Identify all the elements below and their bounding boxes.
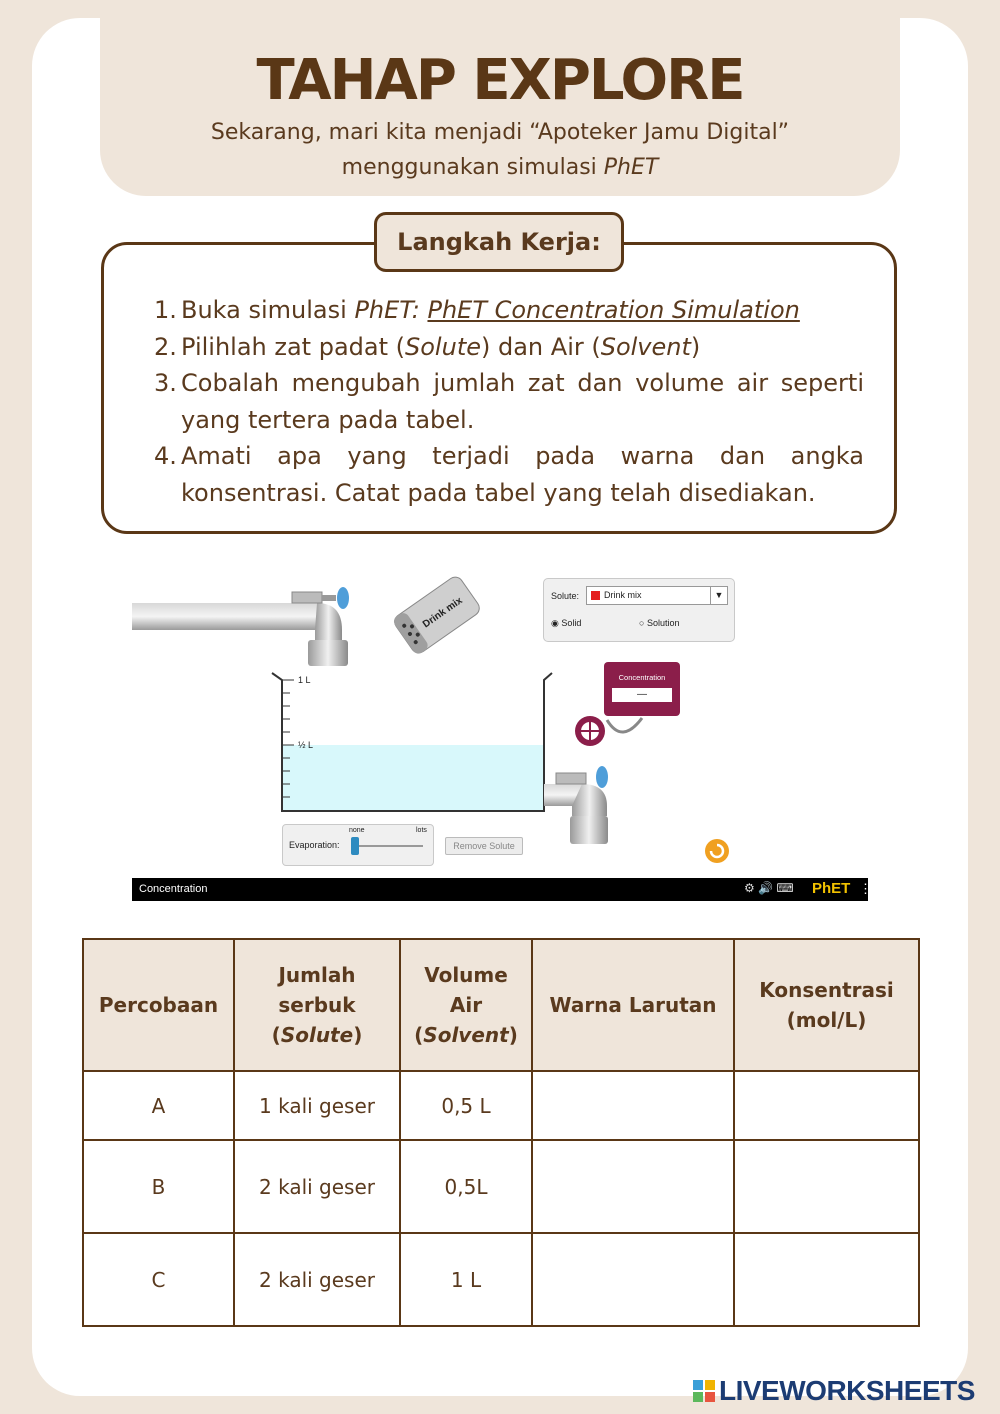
- evaporation-label: Evaporation:: [289, 840, 340, 850]
- cell-warna-input[interactable]: [532, 1071, 734, 1140]
- drain-faucet-icon[interactable]: [544, 766, 608, 844]
- cell-volume: 0,5L: [400, 1140, 532, 1233]
- cell-volume: 1 L: [400, 1233, 532, 1326]
- liveworksheets-icon: [693, 1380, 715, 1402]
- step-item: 2. Pilihlah zat padat (Solute) dan Air (Solvent): [154, 332, 701, 361]
- evaporation-slider-thumb[interactable]: [351, 837, 359, 855]
- menu-icon[interactable]: ⋮: [859, 881, 872, 896]
- step-item: 4. Amati apa yang terjadi pada warna dan angka konsentrasi. Catat pada tabel yang telah disediakan.: [154, 442, 864, 507]
- solute-dropdown[interactable]: [586, 586, 728, 605]
- table-header-row: [83, 939, 919, 1071]
- simulation-scene: [132, 570, 868, 878]
- drink-mix-swatch: [591, 591, 600, 600]
- drink-mix-shaker-icon[interactable]: [392, 574, 483, 656]
- solute-label: Solute:: [551, 591, 580, 601]
- navbar-title: Concentration: [139, 883, 208, 895]
- steps-label: Langkah Kerja:: [374, 212, 624, 272]
- liveworksheets-logo[interactable]: LIVEWORKSHEETS: [693, 1375, 975, 1407]
- beaker-label-1l: 1 L: [298, 675, 311, 685]
- cell-jumlah: 1 kali geser: [234, 1071, 400, 1140]
- concentration-probe-icon[interactable]: [575, 716, 642, 746]
- phet-logo[interactable]: PhET: [812, 880, 851, 897]
- cell-konsentrasi-input[interactable]: [734, 1140, 919, 1233]
- page-title: TAHAP EXPLORE: [256, 48, 744, 113]
- chevron-down-icon: ▼: [710, 587, 727, 604]
- solute-panel: [543, 578, 735, 642]
- cell-konsentrasi-input[interactable]: [734, 1233, 919, 1326]
- cell-warna-input[interactable]: [532, 1233, 734, 1326]
- cell-percobaan: A: [83, 1071, 234, 1140]
- subtitle-line-2: menggunakan simulasi PhET: [341, 155, 659, 180]
- beaker: [272, 673, 552, 811]
- top-faucet-icon[interactable]: [132, 587, 349, 666]
- cell-warna-input[interactable]: [532, 1140, 734, 1233]
- cell-percobaan: C: [83, 1233, 234, 1326]
- concentration-meter: [604, 662, 680, 716]
- evaporation-slider-track[interactable]: [353, 845, 423, 847]
- solid-radio[interactable]: ◉ Solid: [551, 618, 582, 628]
- table-row: [83, 1140, 919, 1233]
- beaker-label-half: ½ L: [298, 740, 314, 750]
- settings-icon[interactable]: ⚙ 🔊 ⌨: [744, 881, 794, 895]
- step-item: 3. Cobalah mengubah jumlah zat dan volume air seperti yang tertera pada tabel.: [154, 369, 864, 434]
- table-row: [83, 1071, 919, 1140]
- concentration-meter-value: —: [612, 688, 672, 702]
- solute-dropdown-value: Drink mix: [604, 590, 642, 600]
- cell-jumlah: 2 kali geser: [234, 1233, 400, 1326]
- step-item: 1. Buka simulasi PhET: PhET Concentration Simulation: [154, 296, 800, 324]
- evaporation-lots-label: lots: [416, 827, 427, 834]
- remove-solute-button[interactable]: Remove Solute: [445, 837, 523, 855]
- shaker-label: Drink mix: [420, 595, 465, 631]
- cell-volume: 0,5 L: [400, 1071, 532, 1140]
- steps-list: [154, 292, 864, 511]
- phet-simulation-link[interactable]: PhET Concentration Simulation: [427, 296, 800, 324]
- cell-konsentrasi-input[interactable]: [734, 1071, 919, 1140]
- observation-table: [82, 938, 920, 1327]
- reset-icon[interactable]: [705, 839, 729, 863]
- simulation-navbar: [132, 878, 872, 901]
- solution-radio[interactable]: ○ Solution: [639, 618, 680, 628]
- cell-percobaan: B: [83, 1140, 234, 1233]
- header-volume: Volume Air (Solvent): [400, 939, 532, 1071]
- header-konsentrasi: Konsentrasi (mol/L): [734, 939, 919, 1071]
- concentration-meter-title: Concentration: [618, 673, 666, 682]
- header-jumlah: Jumlah serbuk (Solute): [234, 939, 400, 1071]
- table-row: [83, 1233, 919, 1326]
- header-warna: Warna Larutan: [532, 939, 734, 1071]
- evaporation-none-label: none: [349, 827, 365, 834]
- cell-jumlah: 2 kali geser: [234, 1140, 400, 1233]
- evaporation-panel: [282, 824, 434, 866]
- phet-simulation-screenshot: [132, 570, 872, 901]
- subtitle-line-1: Sekarang, mari kita menjadi “Apoteker Jamu Digital”: [210, 120, 790, 145]
- header-percobaan: Percobaan: [83, 939, 234, 1071]
